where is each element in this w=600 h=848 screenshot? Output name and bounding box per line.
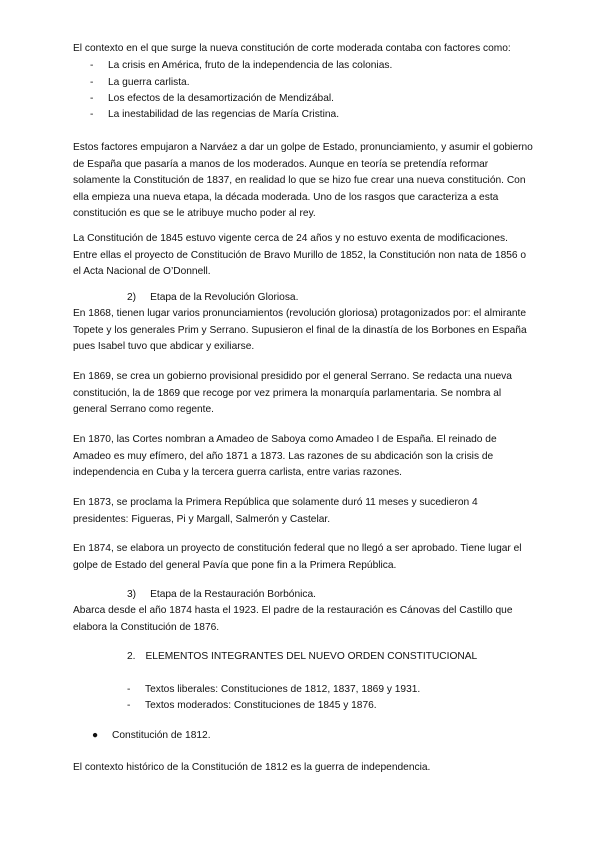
intro-lead: El contexto en el que surge la nueva constitución de corte moderada contaba con factores como: — [73, 43, 511, 54]
list-item: - Textos moderados: Constituciones de 1845 y 1876. — [127, 700, 377, 711]
section-heading-gloriosa: 2) Etapa de la Revolución Gloriosa. — [127, 292, 299, 303]
list-item: - Los efectos de la desamortización de Mendizábal. — [90, 93, 334, 104]
section-heading-restauracion: 3) Etapa de la Restauración Borbónica. — [127, 589, 316, 600]
section-heading-elementos: 2. ELEMENTOS INTEGRANTES DEL NUEVO ORDEN CONSTITUCIONAL — [127, 651, 478, 662]
paragraph-1873: En 1873, se proclama la Primera República que solamente duró 11 meses y sucedieron 4 presidentes: Figueras, Pi y Margall, Salmerón y Castelar. — [73, 497, 478, 525]
list-item: - La inestabilidad de las regencias de María Cristina. — [90, 109, 340, 120]
paragraph-restauracion: Abarca desde el año 1874 hasta el 1923. El padre de la restauración es Cánovas del Castillo que elabora la Constitución de 1876. — [73, 605, 513, 633]
paragraph-1870: En 1870, las Cortes nombran a Amadeo de Saboya como Amadeo I de España. El reinado de Amadeo es muy efímero, del año 1871 a 1873. Las razones de su abdicación son la crisis de independencia en Cuba y la tercera guerra carlista, entre varias razones. — [73, 434, 497, 479]
paragraph-1868: En 1868, tienen lugar varios pronunciamientos (revolución gloriosa) protagonizados por: el almirante Topete y los generales Prim y Serrano. Supusieron el final de la dinastía de los Borbones en España pues Isabel tuvo que abdicar y exiliarse. — [73, 308, 527, 353]
paragraph-1874: En 1874, se elabora un proyecto de constitución federal que no llegó a ser aprobado. Tiene lugar el golpe de Estado del general Pavía que pone fin a la Primera República. — [73, 543, 522, 571]
bullet-item: ● Constitución de 1812. — [92, 730, 211, 741]
list-item: - Textos liberales: Constituciones de 1812, 1837, 1869 y 1931. — [127, 684, 421, 695]
list-item: - La guerra carlista. — [90, 77, 190, 88]
paragraph-closing: El contexto histórico de la Constitución de 1812 es la guerra de independencia. — [73, 762, 431, 773]
paragraph-constitucion-1845: La Constitución de 1845 estuvo vigente cerca de 24 años y no estuvo exenta de modificaciones. Entre ellas el proyecto de Constitución de Bravo Murillo de 1852, la Constitución non nata de 1856 o el Acta Nacional de O’Donnell. — [73, 233, 527, 278]
paragraph-1869: En 1869, se crea un gobierno provisional presidido por el general Serrano. Se redacta una nueva constitución, la de 1869 que recoge por vez primera la monarquía parlamentaria. Se nombra al general Serrano como regente. — [73, 371, 512, 416]
paragraph-narvaez: Estos factores empujaron a Narváez a dar un golpe de Estado, pronunciamiento, y asumir el gobierno de España que pasaría a manos de los moderados. Aunque en teoría se pretendía reformar solamente la Constitución de 1837, en realidad lo que se hizo fue crear una nueva constitución. Con ella empieza una nueva etapa, la década moderada. Uno de los rasgos que caracteriza a esta constitución es que se le atribuye mucho poder al rey. — [73, 142, 533, 220]
list-item: - La crisis en América, fruto de la independencia de las colonias. — [90, 60, 393, 71]
